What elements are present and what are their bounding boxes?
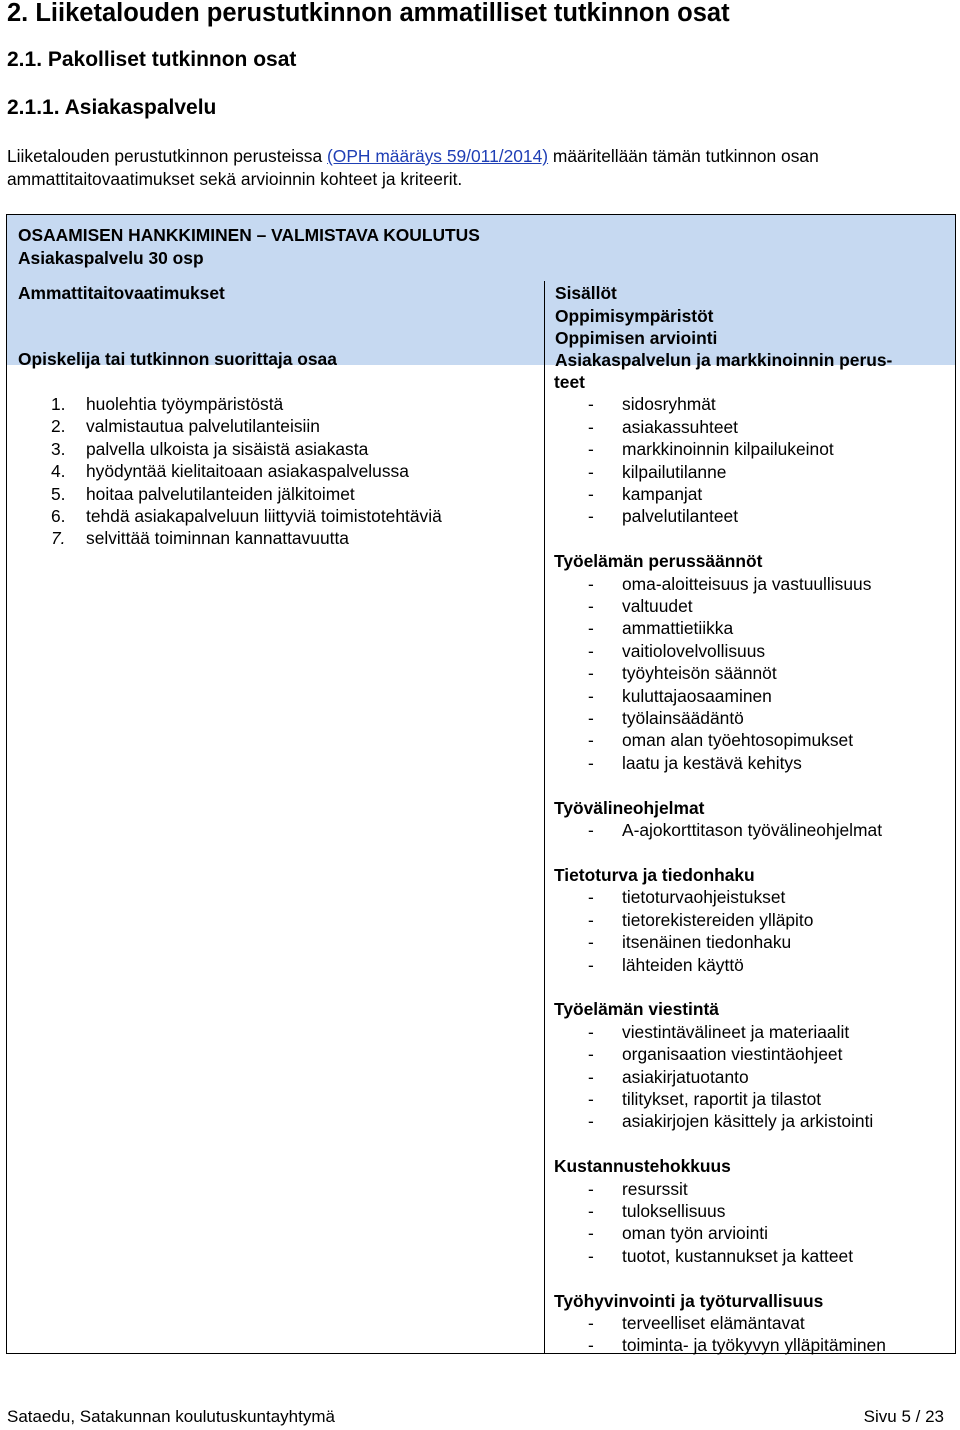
content-item-text: organisaation viestintäohjeet [622,1044,843,1065]
content-item [554,617,949,639]
intro-paragraph [7,145,947,190]
content-item [554,1110,949,1132]
subsection-heading: 2.1.1. Asiakaspalvelu [7,96,217,119]
requirement-text: tehdä asiakapalveluun liittyviä toimistotehtäviä [86,506,442,527]
content-item [554,483,949,505]
assessment-title: Oppimisen arviointi [555,328,718,348]
dash-bullet: - [588,752,594,773]
content-item [554,1066,949,1088]
intro-text-after: määritellään tämän tutkinnon osan ammattitaitovaatimukset sekä arvioinnin kohteet ja kriteerit. [7,146,819,189]
dash-bullet: - [588,506,594,527]
section-spacer [554,1133,949,1155]
contents-header [545,281,955,370]
content-item [554,752,949,774]
content-item-text: asiakirjatuotanto [622,1066,749,1087]
content-section-title: Työhyvinvointi ja työturvallisuus [554,1290,824,1311]
content-section-items [554,886,949,976]
content-item-text: markkinoinnin kilpailukeinot [622,439,834,460]
content-section-items [554,393,949,527]
content-item [554,707,949,729]
content-item-text: resurssit [622,1178,688,1199]
content-item-text: sidosryhmät [622,394,716,415]
content-section-items [554,819,949,841]
content-item-text: tuotot, kustannukset ja katteet [622,1245,854,1266]
dash-bullet: - [588,954,594,975]
requirement-text: valmistautua palvelutilanteisiin [86,416,320,437]
dash-bullet: - [588,1178,594,1199]
content-item-text: kampanjat [622,484,703,505]
content-item [554,954,949,976]
content-item [554,416,949,438]
content-section-title: Kustannustehokkuus [554,1156,731,1177]
chapter-heading: 2. Liiketalouden perustutkinnon ammatilliset tutkinnon osat [7,0,730,27]
content-item-text: itsenäinen tiedonhaku [622,932,792,953]
dash-bullet: - [588,484,594,505]
requirement-number: 4. [51,461,66,482]
content-item [554,573,949,595]
requirement-text: palvella ulkoista ja sisäistä asiakasta [86,438,369,459]
content-item [554,1088,949,1110]
section-spacer [554,1267,949,1289]
content-item-text: työlainsäädäntö [622,708,744,729]
requirements-title: Ammattitaitovaatimukset [18,283,225,303]
content-item-text: vaitiolovelvollisuus [622,640,766,661]
dash-bullet: - [588,640,594,661]
learning-environments-title: Oppimisympäristöt [555,306,714,326]
dash-bullet: - [588,1021,594,1042]
contents-title: Sisällöt [555,283,617,303]
footer-organization: Sataedu, Satakunnan koulutuskuntayhtymä [7,1407,335,1426]
requirement-item [51,393,442,415]
content-item [554,685,949,707]
content-item-text: A-ajokorttitason työvälineohjelmat [622,820,883,841]
dash-bullet: - [588,887,594,908]
dash-bullet: - [588,1088,594,1109]
content-section-title: Tietoturva ja tiedonhaku [554,864,755,885]
content-item-text: palvelutilanteet [622,506,739,527]
contents-list [554,371,949,1357]
content-item [554,1021,949,1043]
dash-bullet: - [588,461,594,482]
first-section-title: Asiakaspalvelun ja markkinoinnin perus- [555,350,893,370]
content-section-title: Työelämän viestintä [554,999,719,1020]
content-item-text: lähteiden käyttö [622,954,744,975]
content-item [554,886,949,908]
content-section-items [554,1178,949,1268]
section-spacer [554,842,949,864]
table-title: OSAAMISEN HANKKIMINEN – VALMISTAVA KOULUTUS [18,225,480,245]
dash-bullet: - [588,1335,594,1356]
requirement-item [51,483,442,505]
content-item-text: tuloksellisuus [622,1200,726,1221]
requirement-number: 1. [51,394,66,414]
content-section-title: Työvälineohjelmat [554,797,705,818]
content-item-text: oman työn arviointi [622,1223,768,1244]
content-item-text: ammattietiikka [622,618,734,639]
content-item [554,1245,949,1267]
content-item-text: asiakassuhteet [622,416,739,437]
content-item-text: tietoturvaohjeistukset [622,887,786,908]
content-section-items [554,1312,949,1357]
content-item [554,1200,949,1222]
content-item [554,595,949,617]
content-item-text: oman alan työehtosopimukset [622,730,854,751]
dash-bullet: - [588,1312,594,1333]
dash-bullet: - [588,439,594,460]
dash-bullet: - [588,708,594,729]
requirements-header [7,281,545,369]
requirement-item [51,438,442,460]
section-spacer [554,774,949,796]
content-item-text: viestintävälineet ja materiaalit [622,1021,850,1042]
dash-bullet: - [588,730,594,751]
requirement-item [51,415,442,437]
requirement-item [51,505,442,527]
content-item [554,1043,949,1065]
requirement-number: 2. [51,416,66,437]
section-heading: 2.1. Pakolliset tutkinnon osat [7,48,297,71]
content-item-text: työyhteisön säännöt [622,663,777,684]
content-item [554,1222,949,1244]
requirement-item [51,527,442,549]
dash-bullet: - [588,932,594,953]
requirement-text: selvittää toiminnan kannattavuutta [86,528,349,549]
content-item-text: toiminta- ja työkyvyn ylläpitäminen [622,1335,886,1356]
intro-text-before: Liiketalouden perustutkinnon perusteissa [7,146,328,166]
content-item [554,461,949,483]
dash-bullet: - [588,416,594,437]
requirement-number: 3. [51,438,66,459]
content-item-text: tietorekistereiden ylläpito [622,909,814,930]
content-item [554,393,949,415]
requirement-number: 7. [51,528,66,549]
content-section-title: Työelämän perussäännöt [554,551,763,572]
content-item [554,819,949,841]
content-item [554,1178,949,1200]
content-item [554,505,949,527]
requirement-text: hoitaa palvelutilanteiden jälkitoimet [86,483,355,504]
content-section-title: teet [554,372,585,392]
dash-bullet: - [588,909,594,930]
section-spacer [554,528,949,550]
content-item [554,931,949,953]
requirement-text: hyödyntää kielitaitoaan asiakaspalvelussa [86,461,409,482]
content-item-text: laatu ja kestävä kehitys [622,752,802,773]
dash-bullet: - [588,596,594,617]
requirements-subtitle: Opiskelija tai tutkinnon suorittaja osaa [18,349,337,369]
section-spacer [554,976,949,998]
dash-bullet: - [588,820,594,841]
requirement-number: 6. [51,506,66,527]
dash-bullet: - [588,1044,594,1065]
dash-bullet: - [588,618,594,639]
dash-bullet: - [588,1066,594,1087]
dash-bullet: - [588,1245,594,1266]
content-item-text: kuluttajaosaaminen [622,685,772,706]
content-item-text: tilitykset, raportit ja tilastot [622,1088,822,1109]
content-item [554,438,949,460]
dash-bullet: - [588,663,594,684]
dash-bullet: - [588,1223,594,1244]
requirement-item [51,460,442,482]
content-item [554,729,949,751]
content-item [554,662,949,684]
content-item-text: valtuudet [622,596,693,617]
requirement-text: huolehtia työympäristöstä [86,394,284,414]
content-item [554,640,949,662]
content-item-text: oma-aloitteisuus ja vastuullisuus [622,573,872,594]
requirements-list [51,393,442,550]
table-header [7,215,955,282]
oph-regulation-link[interactable]: (OPH määräys 59/011/2014) [327,146,549,166]
footer-page-number: Sivu 5 / 23 [863,1407,944,1426]
requirement-number: 5. [51,483,66,504]
dash-bullet: - [588,685,594,706]
content-section-items [554,1021,949,1133]
dash-bullet: - [588,1111,594,1132]
table-subtitle: Asiakaspalvelu 30 osp [18,248,204,268]
dash-bullet: - [588,394,594,415]
content-item [554,909,949,931]
content-section-items [554,573,949,775]
content-item [554,1334,949,1356]
content-item-text: kilpailutilanne [622,461,727,482]
dash-bullet: - [588,573,594,594]
content-item [554,1312,949,1334]
content-item-text: asiakirjojen käsittely ja arkistointi [622,1111,874,1132]
content-item-text: terveelliset elämäntavat [622,1312,805,1333]
dash-bullet: - [588,1200,594,1221]
